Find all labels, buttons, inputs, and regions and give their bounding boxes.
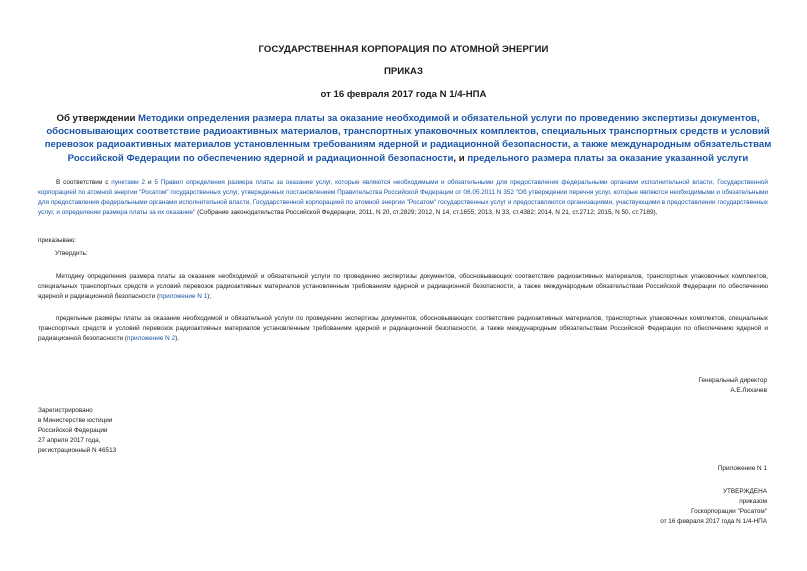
document-type: ПРИКАЗ bbox=[384, 66, 423, 77]
approval-block bbox=[660, 487, 767, 527]
registration-line: Зарегистрировано bbox=[38, 407, 93, 414]
item-2-text: предельные размеры платы за оказание необходимой и обязательной услуги по проведению экспертизы документов, обосновывающих соответствие радиоактивных материалов, транспортных упаковочных комплектов, специальных транспортных средств и условий перевозок радиоактивных материалов установленным требованиям ядерной и радиационной безопасности, а также международным обязательствам Российской Федерации по обеспечению ядерной и радиационной безопасности ( bbox=[38, 315, 768, 342]
registration-line: в Министерстве юстиции bbox=[38, 416, 113, 424]
item-1-text: Методику определения размера платы за оказание необходимой и обязательной услуги по проведению экспертизы документов, обосновывающих соответствие радиоактивных материалов, транспортных упаковочных комплектов, специальных транспортных средств и условий перевозок радиоактивных материалов установленным требованиям ядерной и радиационной безопасности, а также международным обязательствам Российской Федерации по обеспечению ядерной и радиационной безопасности ( bbox=[38, 273, 768, 300]
appendix-label: Приложение N 1 bbox=[717, 465, 767, 472]
approve-word: Утвердить: bbox=[55, 250, 88, 257]
document-title bbox=[34, 112, 782, 165]
appendix-2-link[interactable]: приложение N 2 bbox=[127, 334, 176, 342]
approval-line: УТВЕРЖДЕНА bbox=[722, 488, 767, 495]
title-prefix: Об утверждении bbox=[56, 113, 139, 124]
preamble-text: и bbox=[145, 179, 155, 186]
preamble-text: В соответствии с bbox=[56, 179, 112, 186]
document-date-number: от 16 февраля 2017 года N 1/4-НПА bbox=[320, 89, 487, 100]
methodology-link[interactable]: Методики определения размера платы за оказание необходимой и обязательной услуги по проведению экспертизы документов, обосновывающих соответствие радиоактивных материалов, транспортных упаковочных комплектов, специальных транспортных средств и условий перевозок радиоактивных материалов установленным требованиям ядерной и радиационной безопасности, а также международным обязательствам Российской Федерации по обеспечению ядерной и радиационной безопасности bbox=[44, 113, 772, 164]
points-link[interactable]: пунктами 2 bbox=[111, 179, 146, 186]
preamble-text: (Собрание законодательства Российской Федерации, 2011, N 20, ст.2829; 2012, N 14, ст.1655; 2013, N 33, ст.4382; 2014, N 21, ст.2712; 2015, N 50, ст.7189), bbox=[195, 208, 658, 216]
registration-block bbox=[38, 406, 116, 456]
organization-heading: ГОСУДАРСТВЕННАЯ КОРПОРАЦИЯ ПО АТОМНОЙ ЭНЕРГИИ bbox=[258, 44, 549, 55]
signature-block bbox=[698, 376, 767, 396]
order-word: приказываю: bbox=[38, 237, 76, 244]
registration-line: 27 апреля 2017 года, bbox=[38, 436, 101, 444]
registration-line: регистрационный N 46513 bbox=[38, 446, 117, 454]
item-2-paragraph bbox=[38, 314, 768, 344]
preamble-paragraph bbox=[38, 178, 768, 218]
signature-name: А.Е.Лихачев bbox=[730, 386, 767, 394]
registration-line: Российской Федерации bbox=[38, 426, 108, 434]
max-fee-link[interactable]: предельного размера платы за оказание указанной услуги bbox=[467, 152, 749, 164]
approval-line: Госкорпорации "Росатом" bbox=[691, 507, 767, 515]
approval-line: приказом bbox=[739, 497, 767, 505]
appendix-1-link[interactable]: приложение N 1 bbox=[159, 292, 208, 300]
item-2-end: ). bbox=[175, 334, 179, 342]
signature-position: Генеральный директор bbox=[698, 377, 767, 384]
item-1-paragraph bbox=[38, 272, 768, 302]
title-middle: , и bbox=[453, 152, 468, 164]
rules-link[interactable]: 5 Правил определения размера платы за оказание услуг, которые являются необходимыми и обязательными для предоставления федеральными органами исполнительной власти, Государственной корпорацией по атомной энергии "Росатом" государственных услуг, утвержденных постановлением Правительства Российской Федерации от 06.05.2011 N 352 "Об утверждении перечня услуг, которые являются необходимыми и обязательными для предоставления федеральными органами исполнительной власти, Государственной корпорацией по атомной энергии "Росатом" государственных услуг и предоставляются организациями, участвующими в предоставлении государственных услуг, и определении размера платы за их оказание" bbox=[38, 179, 768, 216]
approval-line: от 16 февраля 2017 года N 1/4-НПА bbox=[660, 517, 767, 525]
item-1-end: ); bbox=[207, 292, 212, 300]
